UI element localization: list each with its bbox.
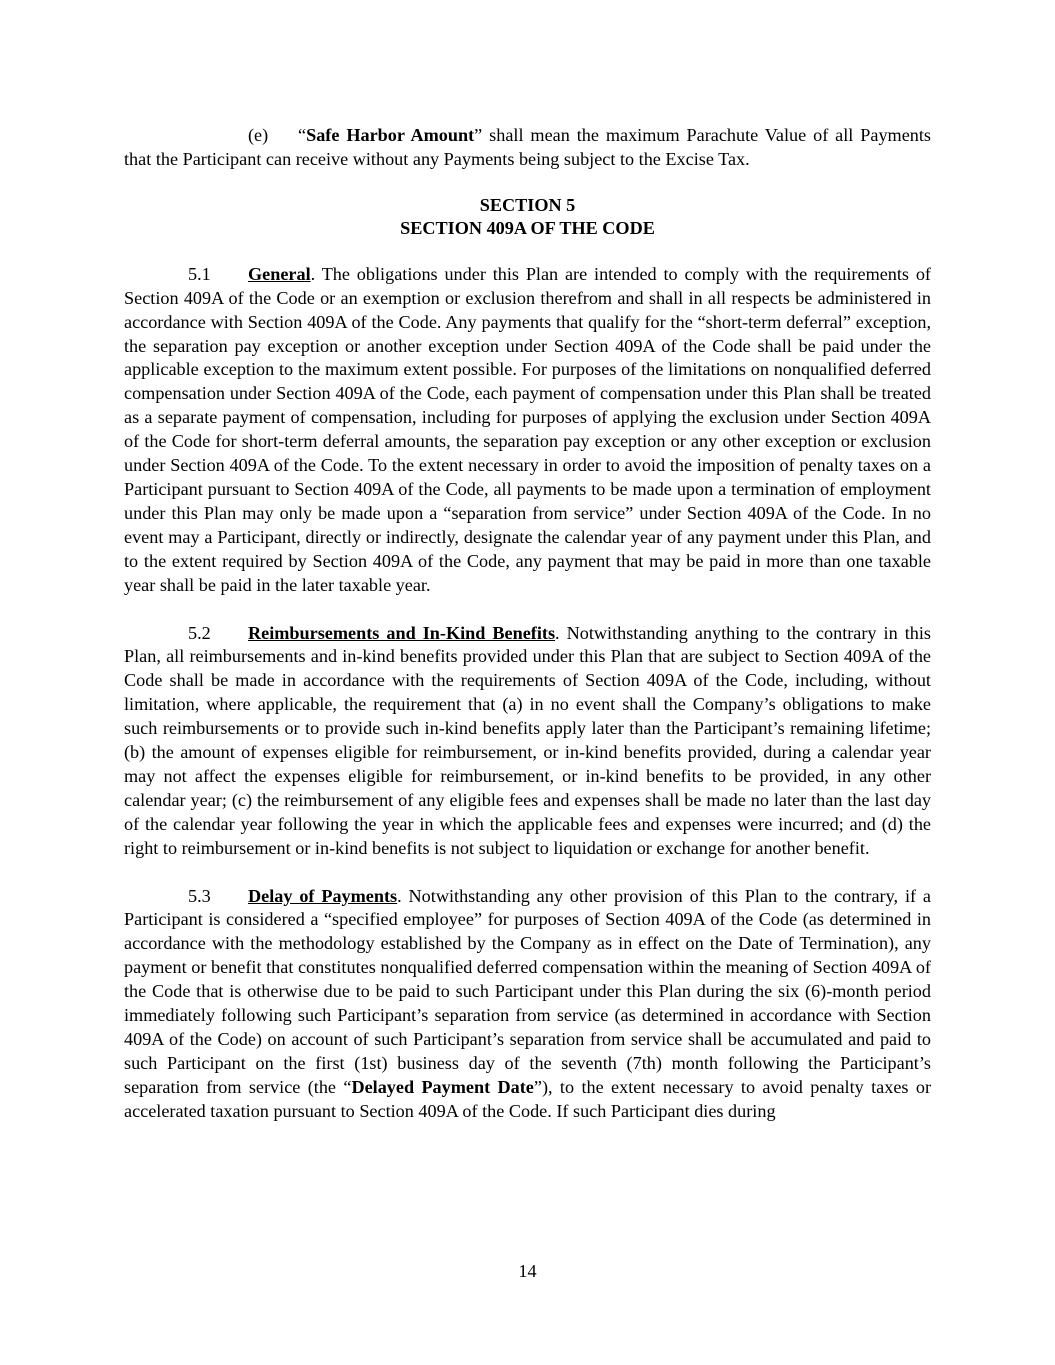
section-heading bbox=[124, 194, 931, 241]
section-5-2 bbox=[124, 622, 931, 861]
section-title: SECTION 409A OF THE CODE bbox=[400, 218, 655, 239]
paragraph-label: (e) bbox=[248, 125, 269, 145]
document-page bbox=[124, 124, 931, 1124]
section-5-3 bbox=[124, 885, 931, 1124]
section-body-part-1: . Notwithstanding any other provision of this Plan to the contrary, if a Participant is considered a “specified employee” for purposes of Section 409A of the Code (as determined in accordance with the methodology established by the Company as in effect on the Date of Termination), any payment or benefit that constitutes nonqualified deferred compensation within the meaning of Section 409A of the Code that is otherwise due to be paid to such Participant under this Plan during the six (6)-month period immediately following such Participant’s separation from service (as determined in accordance with Section 409A of the Code) on account of such Participant’s separation from service shall be accumulated and paid to such Participant on the first (1st) business day of the seventh (7th) month following the Participant’s separation from service (the “ bbox=[124, 885, 931, 1097]
section-body: . The obligations under this Plan are intended to comply with the requirements of Section 409A of the Code or an exemption or exclusion therefrom and shall in all respects be administered in accordance with Section 409A of the Code. Any payments that qualify for the “short-term deferral” exception, the separation pay exception or another exception under Section 409A of the Code shall be paid under the applicable exception to the maximum extent possible. For purposes of the limitations on nonqualified deferred compensation under Section 409A of the Code, each payment of compensation under this Plan shall be treated as a separate payment of compensation, including for purposes of applying the exclusion under Section 409A of the Code for short-term deferral amounts, the separation pay exception or any other exception or exclusion under Section 409A of the Code. To the extent necessary in order to avoid the imposition of penalty taxes on a Participant pursuant to Section 409A of the Code, all payments to be made upon a termination of employment under this Plan may only be made upon a “separation from service” under Section 409A of the Code. In no event may a Participant, directly or indirectly, designate the calendar year of any payment under this Plan, and to the extent required by Section 409A of the Code, any payment that may be paid in more than one taxable year shall be paid in the later taxable year. bbox=[124, 263, 931, 595]
page-number: 14 bbox=[518, 1261, 537, 1281]
section-number-label: 5.1 bbox=[188, 263, 211, 284]
section-number-label: 5.2 bbox=[188, 622, 211, 643]
paragraph-safe-harbor-amount bbox=[124, 124, 931, 172]
section-number: SECTION 5 bbox=[479, 194, 576, 215]
section-body-part-2: ”), to the extent necessary to avoid penalty taxes or accelerated taxation pursuant to Section 409A of the Code. If such Participant dies during bbox=[124, 1076, 931, 1121]
section-5-1 bbox=[124, 263, 931, 598]
paragraph-text: ” shall mean the maximum Parachute Value of all Payments that the Participant can receive without any Payments being subject to the Excise Tax. bbox=[124, 125, 931, 169]
open-quote: “ bbox=[298, 125, 307, 145]
section-number-label: 5.3 bbox=[188, 885, 211, 906]
section-heading-text: Delay of Payments bbox=[248, 885, 398, 906]
defined-term: Delayed Payment Date bbox=[351, 1076, 534, 1097]
section-body: . Notwithstanding anything to the contrary in this Plan, all reimbursements and in-kind benefits provided under this Plan that are subject to Section 409A of the Code shall be made in accordance with the requirements of Section 409A of the Code, including, without limitation, where applicable, the requirement that (a) in no event shall the Company’s obligations to make such reimbursements or to provide such in-kind benefits apply later than the Participant’s remaining lifetime; (b) the amount of expenses eligible for reimbursement, or in-kind benefits provided, during a calendar year may not affect the expenses eligible for reimbursement, or in-kind benefits to be provided, in any other calendar year; (c) the reimbursement of any eligible fees and expenses shall be made no later than the last day of the calendar year following the year in which the applicable fees and expenses were incurred; and (d) the right to reimbursement or in-kind benefits is not subject to liquidation or exchange for another benefit. bbox=[124, 622, 931, 858]
section-heading-text: General bbox=[248, 263, 311, 284]
defined-term: Safe Harbor Amount bbox=[306, 125, 475, 145]
section-heading-text: Reimbursements and In-Kind Benefits bbox=[248, 622, 556, 643]
